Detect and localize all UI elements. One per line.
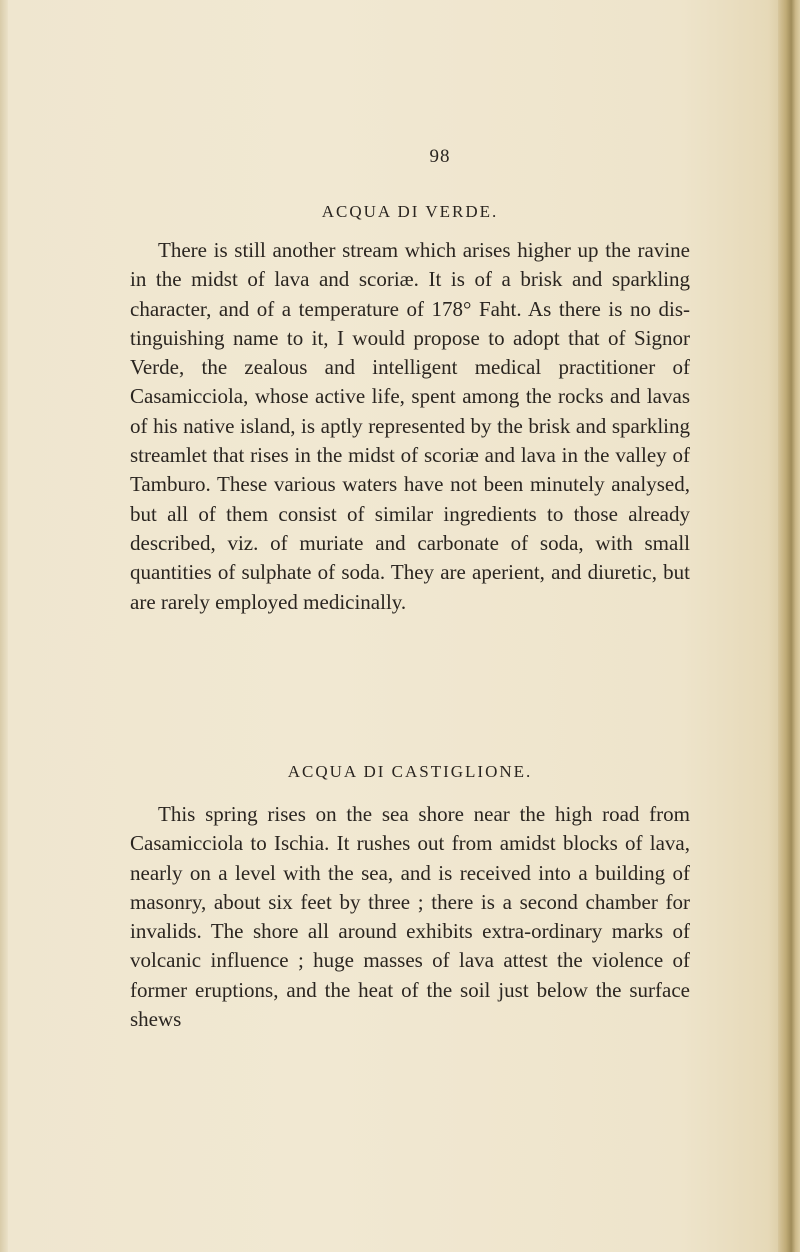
page-number: 98 (429, 146, 451, 167)
page-left-edge (0, 0, 8, 1252)
section-paragraph-acqua-di-verde: There is still another stream which arises higher up the ravine in the midst of lava and scoriæ. It is of a brisk and sparkling character, and of a temperature of 178° Faht. As there is no dis-tinguishing name to it, I would propose to adopt that of Signor Verde, the zealous and intelligent medical practitioner of Casamicciola, whose active life, spent among the rocks and lavas of his native island, is aptly represented by the brisk and sparkling streamlet that rises in the midst of scoriæ and lava in the valley of Tamburo. These various waters have not been minutely analysed, but all of them consist of similar ingredients to those already described, viz. of muriate and carbonate of soda, with small quantities of sulphate of soda. They are aperient, and diuretic, but are rarely employed medicinally. (130, 238, 690, 614)
section-heading-acqua-di-castiglione: ACQUA DI CASTIGLIONE. (287, 762, 533, 781)
section-paragraph-acqua-di-castiglione: This spring rises on the sea shore near the high road from Casamicciola to Ischia. It rushes out from amidst blocks of lava, nearly on a level with the sea, and is received into a building of masonry, about six feet by three ; there is a second chamber for invalids. The shore all around exhibits extra-ordinary marks of volcanic influence ; huge masses of lava attest the violence of former eruptions, and the heat of the soil just below the surface shews (130, 802, 690, 1032)
page-right-edge (778, 0, 800, 1252)
section-heading-acqua-di-verde: ACQUA DI VERDE. (321, 202, 499, 221)
